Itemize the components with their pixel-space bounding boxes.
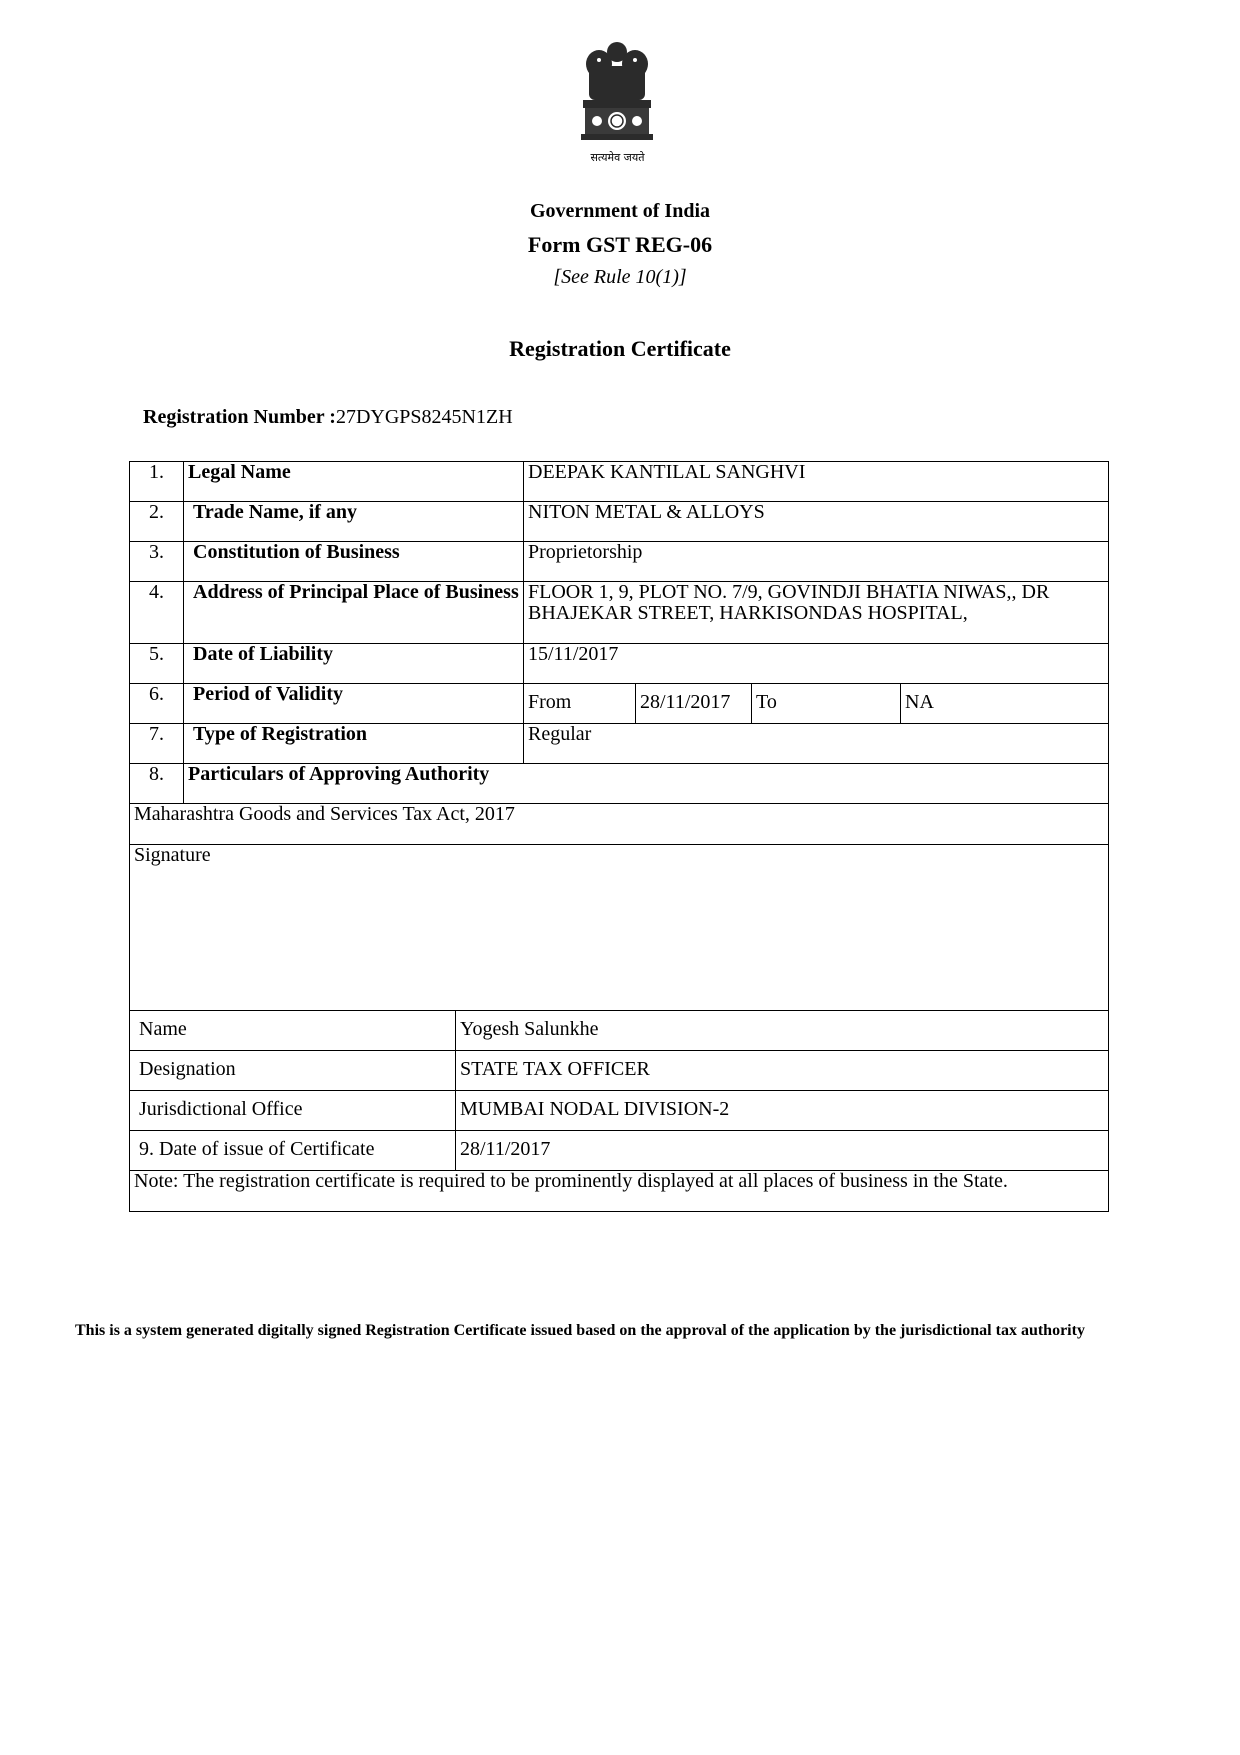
table-row [130, 684, 1109, 724]
row-number: 5. [130, 644, 184, 684]
act-name: Maharashtra Goods and Services Tax Act, 2017 [130, 804, 1109, 845]
row-number: 4. [130, 582, 184, 644]
row-number: 7. [130, 724, 184, 764]
ashoka-emblem-icon [575, 40, 660, 162]
certificate-table [129, 461, 1109, 1212]
officer-name-label: Name [130, 1011, 456, 1051]
table-row [130, 724, 1109, 764]
issue-date-label: 9. Date of issue of Certificate [130, 1131, 456, 1171]
table-row [130, 502, 1109, 542]
row-number: 8. [130, 764, 184, 804]
designation-value: STATE TAX OFFICER [456, 1051, 1109, 1091]
approving-authority-label: Particulars of Approving Authority [184, 764, 1109, 804]
legal-name-label: Legal Name [184, 462, 524, 502]
validity-cell [524, 684, 1109, 724]
validity-subtable [523, 683, 1109, 724]
officer-name-value: Yogesh Salunkhe [456, 1011, 1109, 1051]
registration-number-line [143, 406, 513, 429]
validity-to-value: NA [901, 684, 1109, 724]
registration-type-label: Type of Registration [184, 724, 524, 764]
officer-details-table [129, 1010, 1109, 1171]
emblem-motto: सत्यमेव जयते [590, 151, 645, 164]
row-number: 3. [130, 542, 184, 582]
display-note: Note: The registration certificate is required to be prominently displayed at all places of business in the State. [130, 1171, 1109, 1212]
legal-name-value: DEEPAK KANTILAL SANGHVI [524, 462, 1109, 502]
address-label: Address of Principal Place of Business [184, 582, 524, 644]
rule-reference: [See Rule 10(1)] [553, 266, 687, 288]
table-row [130, 542, 1109, 582]
trade-name-value: NITON METAL & ALLOYS [524, 502, 1109, 542]
issue-date-value: 28/11/2017 [456, 1131, 1109, 1171]
registration-number-value: 27DYGPS8245N1ZH [335, 406, 513, 428]
validity-from-label: From [524, 684, 636, 724]
table-row [130, 1011, 1109, 1171]
signature-label: Signature [130, 845, 1109, 1011]
constitution-value: Proprietorship [524, 542, 1109, 582]
system-generated-footer: This is a system generated digitally signed Registration Certificate issued based on the approval of the application by the jurisdictional tax authority [75, 1322, 1085, 1339]
liability-date-label: Date of Liability [184, 644, 524, 684]
government-title: Government of India [530, 200, 710, 222]
table-row [130, 644, 1109, 684]
trade-name-label: Trade Name, if any [184, 502, 524, 542]
constitution-label: Constitution of Business [184, 542, 524, 582]
office-label: Jurisdictional Office [130, 1091, 456, 1131]
table-row [130, 1171, 1109, 1212]
form-title: Form GST REG-06 [527, 232, 713, 257]
liability-date-value: 15/11/2017 [524, 644, 1109, 684]
table-row [130, 462, 1109, 502]
office-value: MUMBAI NODAL DIVISION-2 [456, 1091, 1109, 1131]
validity-from-value: 28/11/2017 [636, 684, 752, 724]
address-value: FLOOR 1, 9, PLOT NO. 7/9, GOVINDJI BHATIA NIWAS,, DR BHAJEKAR STREET, HARKISONDAS HOSPITAL, [524, 582, 1109, 644]
registration-number-label: Registration Number : [143, 406, 336, 428]
table-row [130, 845, 1109, 1011]
table-row [130, 804, 1109, 845]
registration-type-value: Regular [524, 724, 1109, 764]
table-row [130, 582, 1109, 644]
row-number: 6. [130, 684, 184, 724]
row-number: 2. [130, 502, 184, 542]
validity-to-label: To [752, 684, 901, 724]
row-number: 1. [130, 462, 184, 502]
validity-label: Period of Validity [184, 684, 524, 724]
table-row [130, 764, 1109, 804]
officer-details-cell [130, 1011, 1109, 1171]
certificate-title: Registration Certificate [509, 336, 731, 361]
designation-label: Designation [130, 1051, 456, 1091]
